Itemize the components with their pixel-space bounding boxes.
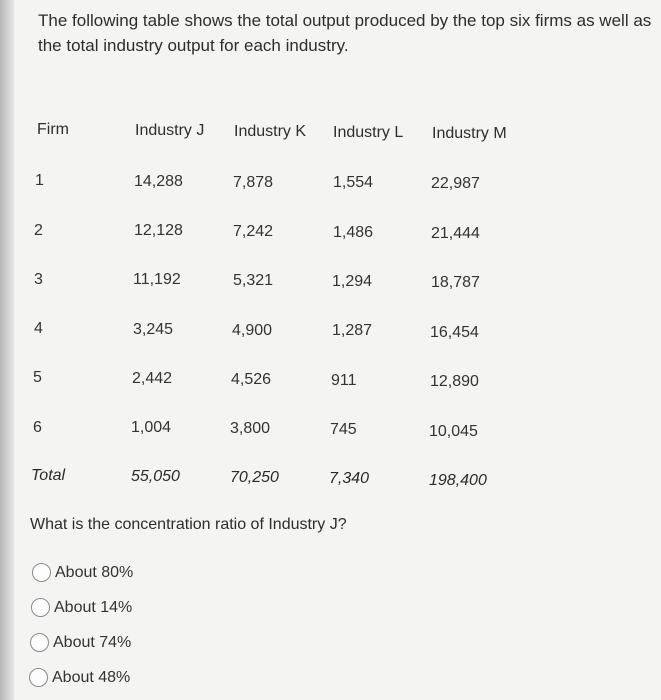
radio-button[interactable] [29, 668, 48, 687]
header-industry-m: Industry M [432, 125, 507, 142]
firm-label: 6 [33, 419, 42, 436]
table-cell: 1,004 [131, 419, 172, 436]
left-edge-shadow [0, 0, 14, 700]
table-cell: 4,526 [231, 371, 272, 388]
table-cell: 4,900 [232, 322, 273, 339]
firm-label: 4 [34, 320, 43, 337]
radio-button[interactable] [30, 633, 49, 652]
option-label: About 80% [55, 563, 134, 581]
table-cell: 7,242 [233, 223, 274, 240]
option-label: About 74% [53, 633, 132, 651]
table-cell: 14,288 [134, 173, 183, 190]
table-cell: 16,454 [430, 324, 479, 341]
firm-label: 1 [35, 172, 44, 189]
table-cell: 1,554 [333, 174, 374, 191]
header-industry-k: Industry K [234, 123, 307, 140]
table-cell: 21,444 [431, 225, 480, 242]
table-cell: 7,878 [233, 174, 274, 191]
table-cell: 5,321 [233, 272, 274, 289]
intro-text: The following table shows the total output produced by the top six firms as well as the total industry output for each industry. [38, 11, 652, 55]
option-label: About 14% [54, 598, 133, 616]
table-cell: 911 [331, 372, 357, 389]
total-label: Total [31, 467, 66, 484]
total-industry-k: 70,250 [230, 469, 279, 486]
question-text: What is the concentration ratio of Industry J? [30, 516, 347, 533]
table-cell: 10,045 [429, 423, 478, 440]
radio-button[interactable] [32, 563, 51, 582]
firm-label: 5 [33, 369, 42, 386]
table-cell: 3,800 [230, 420, 271, 437]
firm-label: 2 [34, 222, 43, 239]
table-cell: 1,287 [332, 322, 373, 339]
radio-button[interactable] [31, 598, 50, 617]
option-about-74[interactable] [30, 633, 131, 652]
table-cell: 3,245 [133, 321, 174, 338]
option-about-14[interactable] [31, 598, 132, 617]
table-cell: 11,192 [133, 271, 181, 288]
option-about-80[interactable] [32, 563, 133, 582]
total-industry-m: 198,400 [429, 472, 487, 489]
table-cell: 1,294 [332, 273, 373, 290]
table-cell: 745 [330, 421, 357, 438]
table-cell: 18,787 [431, 274, 480, 291]
firm-label: 3 [34, 271, 43, 288]
header-firm: Firm [37, 121, 69, 138]
table-cell: 22,987 [431, 175, 480, 192]
table-cell: 2,442 [132, 370, 173, 387]
table-cell: 12,128 [134, 222, 183, 239]
table-cell: 1,486 [333, 224, 374, 241]
total-industry-j: 55,050 [131, 468, 180, 485]
table-cell: 12,890 [430, 373, 479, 390]
option-label: About 48% [52, 668, 131, 686]
option-about-48[interactable] [29, 668, 130, 687]
total-industry-l: 7,340 [329, 470, 370, 487]
header-industry-j: Industry J [135, 122, 205, 139]
header-industry-l: Industry L [333, 124, 404, 141]
